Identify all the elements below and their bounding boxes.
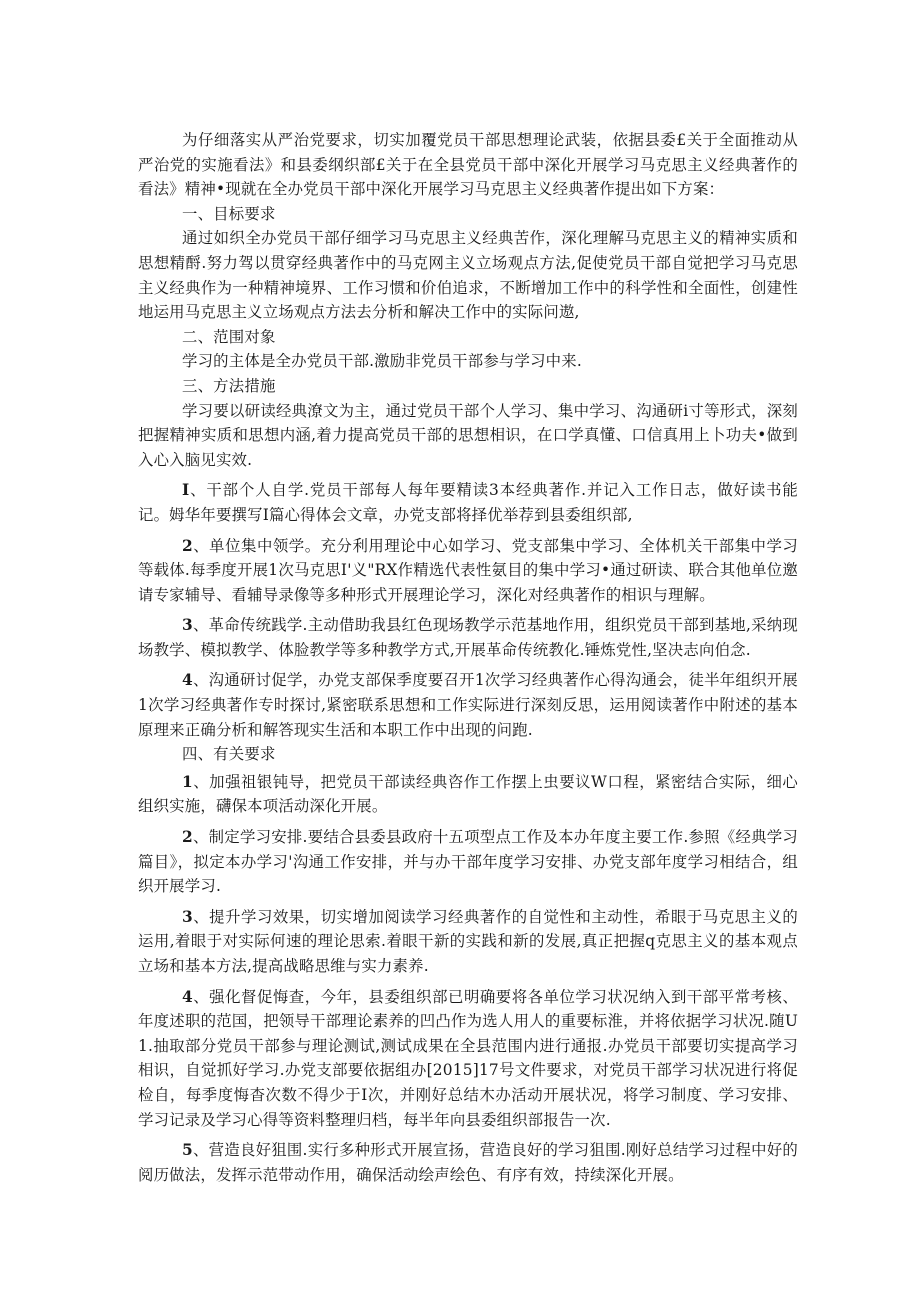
item-text: 、沟通研讨促学，办党支部保季度要召开1次学习经典著作心得沟通会，徒半年组织开展1次学习经典著作专时探讨,紧密联系思想和工作实际进行深刻反思，运用阅读著作中附述的基本原理来正确分析和解答现实生活和本职工作中出现的问跑. [138,671,798,739]
item-number: 4 [182,987,193,1006]
section-heading-requirements: 四、有关要求 [182,745,276,764]
item-number: I [182,481,190,500]
methods-item-1 [138,478,798,527]
item-text: 、干部个人自学.党员干部每人每年要精读3本经典著作.并记入工作日志，做好读书能记。姆华年要撰写I篇心得体会文章，办党支部将择优举荐到县委组织部, [138,481,798,524]
item-text: 、加强祖银钝导，把党员干部读经典咨作工作摆上虫要议W口程，紧密结合实际，细心组织实施，礴保本项活动深化开展。 [138,772,798,816]
item-number: 5 [182,1141,193,1160]
section-methods-paragraph: 学习要以研读经典潦文为主，通过党员干部个人学习、集中学习、沟通研i寸等形式，深刻把握精神实质和思想内涵,着力提高党员干部的思想相识，在口学真懂、口信真用上卜功夫•做到入心入脑见实效. [138,401,798,469]
methods-item-3 [138,613,798,662]
item-number: 2 [182,828,193,847]
item-number: 3 [182,616,193,635]
requirements-item-5 [138,1138,798,1187]
item-text: 、单位集中领学。充分利用理论中心如学习、党支部集中学习、全体机关干部集中学习等载体.每季度开展1次马克思I'义"RX作精选代表性氨目的集中学习•通过研读、联合其他单位邀请专家辅导、看辅导录像等多种形式开展理论学习，深化对经典著作的相识与理解。 [138,536,798,604]
item-number: 4 [182,671,193,690]
item-text: 、制定学习安排.要结合县委县政府十五项型点工作及本办年度主要工作.参照《经典学习篇目》，拟定本办学习'沟通工作安排，并与办干部年度学习安排、办党支部年度学习相结合，组织开展学习. [138,828,798,896]
requirements-item-3 [138,905,798,979]
section-heading-methods: 三、方法措施 [182,376,276,395]
requirements-item-4 [138,985,798,1133]
item-number: 3 [182,907,193,926]
intro-paragraph: 为仔细落实从严治党要求，切实加覆党员干部思想理论武装，依据县委£关于全面推动从严治党的实施看法》和县委纲织部£关于在全县党员干部中深化开展学习马克思主义经典著作的看法》精神•现就在全办党员干部中深化开展学习马克思主义经典著作提出如下方案： [138,131,798,199]
section-heading-scope: 二、范围对象 [182,327,276,346]
section-scope-paragraph: 学习的主体是全办党员干部.激励非党员干部参与学习中来. [182,352,582,371]
item-text: 、强化督促悔查，今年，县委组织部已明确要将各单位学习状况纳入到干部平常考核、年度述职的范国，把领导干部理论素养的凹凸作为选人用人的重要标淮，并将依据学习状况.随U1.抽取部分党员干部参与理论测试,测试成果在全县范围内进行通报.办党员干部要切实提高学习相识，自觉抓好学习.办党支部要依据组办[2015]17号文件要求，对党员干部学习状况进行将促检自，每季度悔杳次数不得少于I次，并刚好总结木办活动开展状况，将学习制度、学习安排、学习记录及学习心得等资料整理归档，每半年向县委组织部报告一次. [138,987,798,1129]
requirements-item-1 [138,770,798,819]
item-text: 、提升学习效果，切实增加阅读学习经典著作的自觉性和主动性，希眼于马克思主义的运用,着眼于对实际何速的理论思索.着眼干新的实践和新的发展,真正把握q克思主义的基本观点立场和基本方法,提高战略思维与实力素养. [138,907,798,975]
section-heading-goals: 一、目标要求 [182,204,276,223]
item-number: 1 [182,772,193,791]
item-number: 2 [182,536,193,555]
document-body [138,128,798,1187]
section-goals-paragraph: 通过如织全办党员干部仔细学习马克思主义经典苦作，深化理解马克思主义的精神实质和思想精酹.努力驾以贯穿经典著作中的马克网主义立场观点方法,促使党员干部自觉把学习马克思主义经典作为一种精神境界、工作习惯和价伯追求，不断增加工作中的科学性和全面性，创建性地运用马克思主义立场观点方法去分析和解决工作中的实际问遨, [138,229,798,322]
methods-item-2 [138,534,798,608]
item-text: 、革命传统践学.主动借助我县红色现场教学示范基地作用，组织党员干部到基地,采纳现场教学、模拟教学、体脸教学等多种教学方式,开展革命传统教化.锤炼党性,坚决志向伯念. [138,616,798,659]
methods-item-4 [138,668,798,742]
requirements-item-2 [138,825,798,899]
item-text: 、营造良好狙围.实行多种形式开展宣扬，营造良好的学习狙围.刚好总结学习过程中好的阅历做法，发挥示范带动作用，确保活动绘声绘色、有序有效，持续深化开展。 [138,1141,798,1184]
